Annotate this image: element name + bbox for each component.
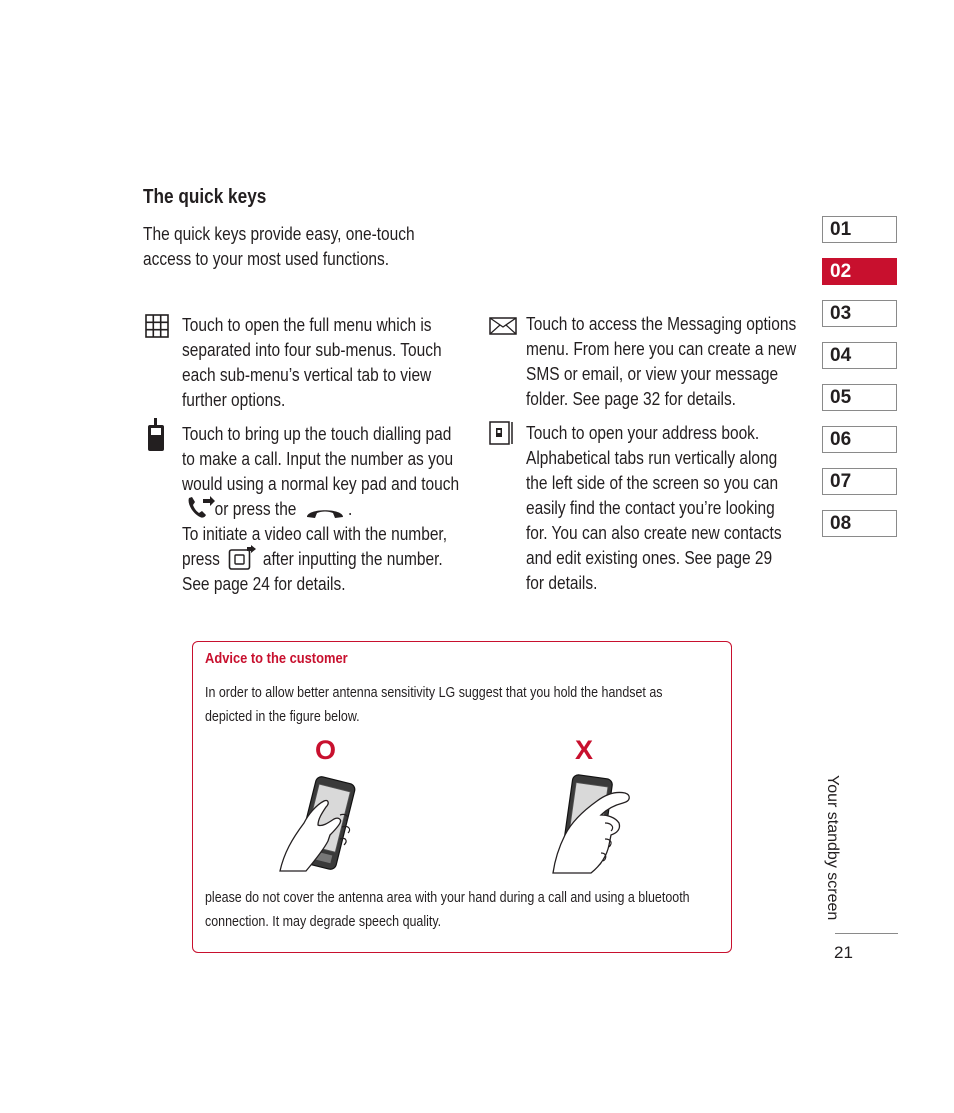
wrong-grip-illustration — [545, 773, 637, 875]
chapter-tab-02[interactable]: 02 — [822, 258, 897, 285]
call-send-icon — [186, 495, 216, 521]
section-title: The quick keys — [143, 186, 267, 208]
footer-divider — [835, 933, 898, 934]
menu-key-description: Touch to open the full menu which is separated into four sub-menus. Touch each sub-menu’s vertical tab to view further options. — [182, 315, 442, 410]
messaging-envelope-icon — [489, 317, 517, 335]
dial-handset-icon — [147, 418, 165, 452]
video-call-icon — [228, 545, 258, 571]
chapter-tab-07[interactable]: 07 — [822, 468, 897, 495]
chapter-tab-05[interactable]: 05 — [822, 384, 897, 411]
advice-body: In order to allow better antenna sensitivity LG suggest that you hold the handset as depicted in the figure below. — [205, 685, 663, 725]
end-call-icon — [305, 504, 345, 520]
correct-mark: O — [315, 735, 337, 765]
wrong-mark: X — [575, 735, 594, 765]
page-number: 21 — [834, 943, 853, 962]
chapter-tab-04[interactable]: 04 — [822, 342, 897, 369]
advice-title: Advice to the customer — [205, 650, 348, 667]
correct-grip-illustration — [276, 775, 368, 873]
section-intro: The quick keys provide easy, one-touch access to your most used functions. — [143, 224, 415, 269]
chapter-tab-01[interactable]: 01 — [822, 216, 897, 243]
side-section-label: Your standby screen — [824, 775, 841, 921]
messaging-key-description: Touch to access the Messaging options menu. From here you can create a new SMS or email, or view your message folder. See page 32 for details. — [526, 314, 797, 409]
dial-key-description: Touch to bring up the touch dialling pad to make a call. Input the number as you would using a normal key pad and touch or press the . To initiate a video call with the number, press after inputting the number. See page 24 for details. — [182, 424, 460, 594]
address-book-icon — [489, 421, 515, 445]
chapter-tab-08[interactable]: 08 — [822, 510, 897, 537]
chapter-tab-03[interactable]: 03 — [822, 300, 897, 327]
advice-footer: please do not cover the antenna area with your hand during a call and using a bluetooth connection. It may degrade speech quality. — [205, 890, 690, 930]
contacts-key-description: Touch to open your address book. Alphabetical tabs run vertically along the left side of the screen so you can easily find the contact you’re looking for. You can also create new contacts and edit existing ones. See page 29 for details. — [526, 423, 782, 593]
menu-grid-icon — [145, 314, 169, 338]
chapter-tab-06[interactable]: 06 — [822, 426, 897, 453]
